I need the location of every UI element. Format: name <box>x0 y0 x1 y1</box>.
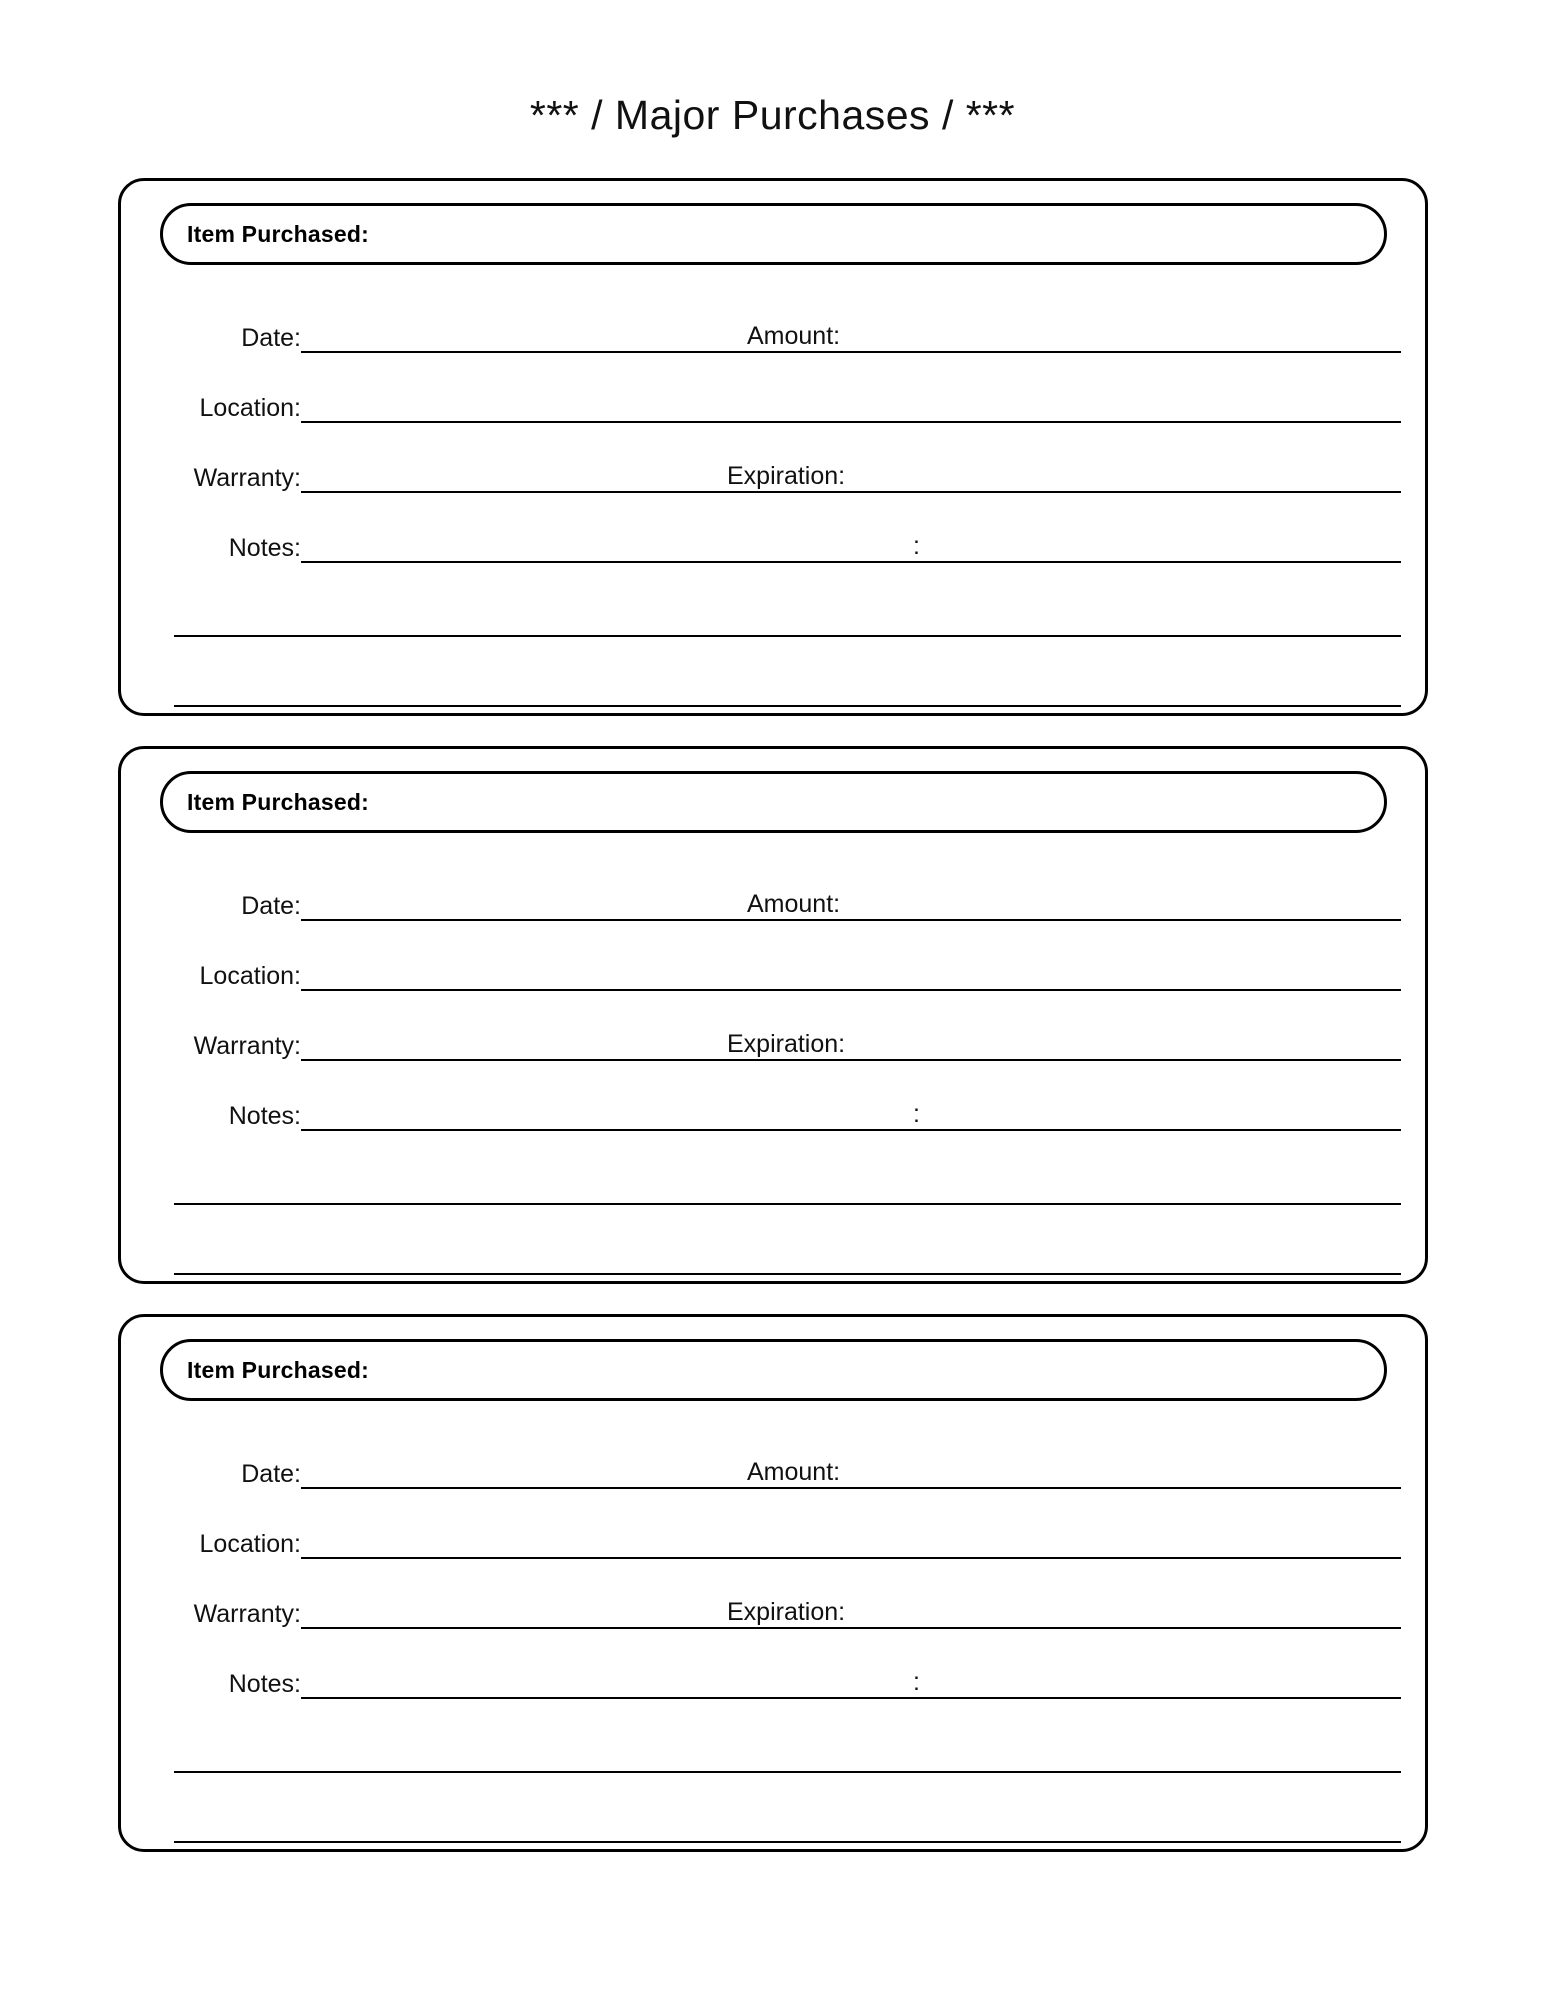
purchase-card <box>118 746 1428 1284</box>
location-label: Location: <box>199 394 301 422</box>
location-row <box>149 355 1401 425</box>
location-label: Location: <box>199 962 301 990</box>
notes-input-line[interactable] <box>301 561 1401 563</box>
notes-label: Notes: <box>228 534 301 562</box>
blank-line-row <box>149 1207 1401 1277</box>
notes-input-line[interactable] <box>301 1129 1401 1131</box>
warranty-label: Warranty: <box>193 464 301 492</box>
date-label: Date: <box>241 1460 301 1488</box>
date-amount-row <box>149 1421 1401 1491</box>
notes-line-1[interactable] <box>174 635 1401 637</box>
warranty-expiration-input-line[interactable] <box>301 491 1401 493</box>
notes-inline-colon: : <box>909 1670 924 1695</box>
expiration-label: Expiration: <box>721 1032 851 1057</box>
item-purchased-label: Item Purchased: <box>187 1356 369 1383</box>
warranty-expiration-row <box>149 425 1401 495</box>
location-input-line[interactable] <box>301 421 1401 423</box>
notes-line-2[interactable] <box>174 1841 1401 1843</box>
item-purchased-field[interactable] <box>160 1339 1387 1401</box>
field-rows <box>145 853 1401 1133</box>
blank-line-row <box>149 1705 1401 1775</box>
notes-line-2[interactable] <box>174 1273 1401 1275</box>
amount-label: Amount: <box>741 1460 846 1485</box>
date-label: Date: <box>241 324 301 352</box>
purchase-card <box>118 178 1428 716</box>
item-purchased-field[interactable] <box>160 203 1387 265</box>
location-row <box>149 923 1401 993</box>
notes-inline-colon: : <box>909 534 924 559</box>
item-purchased-field[interactable] <box>160 771 1387 833</box>
amount-label: Amount: <box>741 324 846 349</box>
date-amount-input-line[interactable] <box>301 919 1401 921</box>
purchase-card <box>118 1314 1428 1852</box>
notes-continuation-lines <box>145 569 1401 709</box>
notes-row <box>149 1631 1401 1701</box>
date-label: Date: <box>241 892 301 920</box>
expiration-label: Expiration: <box>721 1600 851 1625</box>
blank-line-row <box>149 1137 1401 1207</box>
blank-line-row <box>149 639 1401 709</box>
date-amount-row <box>149 853 1401 923</box>
notes-row <box>149 495 1401 565</box>
notes-inline-colon: : <box>909 1102 924 1127</box>
field-rows <box>145 285 1401 565</box>
amount-label: Amount: <box>741 892 846 917</box>
notes-line-2[interactable] <box>174 705 1401 707</box>
location-row <box>149 1491 1401 1561</box>
location-input-line[interactable] <box>301 1557 1401 1559</box>
notes-continuation-lines <box>145 1705 1401 1845</box>
notes-label: Notes: <box>228 1670 301 1698</box>
item-purchased-label: Item Purchased: <box>187 788 369 815</box>
location-input-line[interactable] <box>301 989 1401 991</box>
location-label: Location: <box>199 1530 301 1558</box>
warranty-expiration-input-line[interactable] <box>301 1627 1401 1629</box>
notes-row <box>149 1063 1401 1133</box>
warranty-expiration-input-line[interactable] <box>301 1059 1401 1061</box>
warranty-label: Warranty: <box>193 1600 301 1628</box>
expiration-label: Expiration: <box>721 464 851 489</box>
date-amount-input-line[interactable] <box>301 351 1401 353</box>
date-amount-input-line[interactable] <box>301 1487 1401 1489</box>
blank-line-row <box>149 569 1401 639</box>
purchase-cards-list <box>0 178 1545 1852</box>
notes-line-1[interactable] <box>174 1771 1401 1773</box>
date-amount-row <box>149 285 1401 355</box>
notes-input-line[interactable] <box>301 1697 1401 1699</box>
notes-label: Notes: <box>228 1102 301 1130</box>
warranty-expiration-row <box>149 993 1401 1063</box>
field-rows <box>145 1421 1401 1701</box>
notes-line-1[interactable] <box>174 1203 1401 1205</box>
page-title: *** / Major Purchases / *** <box>529 92 1016 138</box>
notes-continuation-lines <box>145 1137 1401 1277</box>
warranty-label: Warranty: <box>193 1032 301 1060</box>
item-purchased-label: Item Purchased: <box>187 220 369 247</box>
blank-line-row <box>149 1775 1401 1845</box>
warranty-expiration-row <box>149 1561 1401 1631</box>
